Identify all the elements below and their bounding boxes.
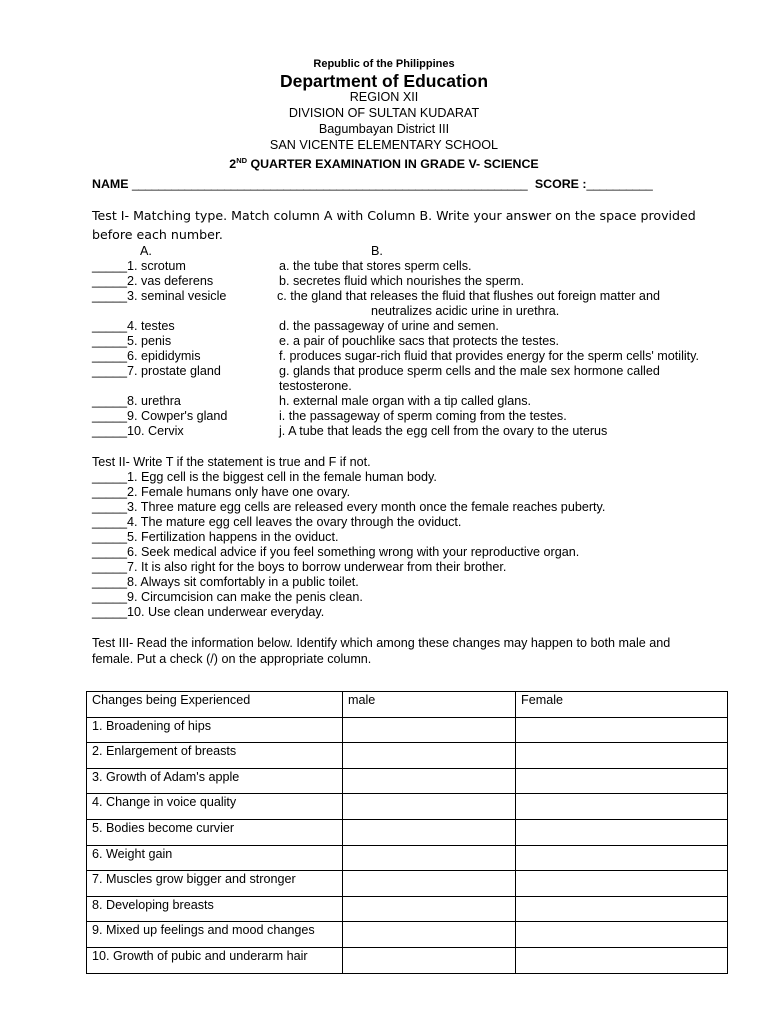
male-check-cell[interactable] xyxy=(343,743,516,769)
name-score-line xyxy=(92,177,652,191)
division-line: DIVISION OF SULTAN KUDARAT xyxy=(288,106,480,120)
score-label: SCORE : xyxy=(534,177,587,191)
change-cell xyxy=(87,845,343,871)
change-cell xyxy=(87,768,343,794)
republic-line: Republic of the Philippines xyxy=(313,58,455,70)
match-item-b-continued: testosterone. xyxy=(279,379,352,393)
match-item-a[interactable]: _____1. scrotum xyxy=(92,259,186,273)
match-item-a[interactable]: _____8. urethra xyxy=(92,394,181,408)
true-false-item[interactable]: _____3. Three mature egg cells are released every month once the female reaches puberty. xyxy=(92,500,606,514)
exam-title-number: 2 xyxy=(229,157,237,172)
match-item-a[interactable]: _____7. prostate gland xyxy=(92,364,221,378)
match-item-b: f. produces sugar-rich fluid that provides energy for the sperm cells' motility. xyxy=(279,349,700,363)
female-check-cell[interactable] xyxy=(516,871,728,897)
test3-instruction-line1: Test III- Read the information below. Identify which among these changes may happen to both male and xyxy=(92,636,671,650)
male-check-cell[interactable] xyxy=(343,947,516,973)
male-check-cell[interactable] xyxy=(343,768,516,794)
exam-title-superscript: ND xyxy=(236,156,248,165)
match-item-b: g. glands that produce sperm cells and the male sex hormone called xyxy=(279,364,660,378)
change-label: 1. Broadening of hips xyxy=(92,718,212,733)
table-row xyxy=(87,845,728,871)
female-check-cell[interactable] xyxy=(516,768,728,794)
match-item-a[interactable]: _____2. vas deferens xyxy=(92,274,214,288)
table-row xyxy=(87,871,728,897)
header-male xyxy=(343,692,516,718)
female-check-cell[interactable] xyxy=(516,845,728,871)
match-item-b: i. the passageway of sperm coming from the testes. xyxy=(279,409,567,423)
male-check-cell[interactable] xyxy=(343,922,516,948)
score-blank[interactable]: __________ xyxy=(586,177,653,191)
change-label: 5. Bodies become curvier xyxy=(92,820,235,835)
change-label: 3. Growth of Adam's apple xyxy=(92,769,240,784)
table-row xyxy=(87,768,728,794)
match-item-b: e. a pair of pouchlike sacs that protects the testes. xyxy=(279,334,560,348)
table-header-row xyxy=(87,692,728,718)
change-label: 9. Mixed up feelings and mood changes xyxy=(92,923,315,938)
true-false-item[interactable]: _____9. Circumcision can make the penis clean. xyxy=(92,590,363,604)
exam-title-rest: QUARTER EXAMINATION IN GRADE V- SCIENCE xyxy=(247,157,539,172)
change-cell xyxy=(87,871,343,897)
table-row xyxy=(87,743,728,769)
change-label: 4. Change in voice quality xyxy=(92,795,237,810)
true-false-item[interactable]: _____10. Use clean underwear everyday. xyxy=(92,605,325,619)
column-b-header: B. xyxy=(371,244,383,258)
test2-instruction: Test II- Write T if the statement is true and F if not. xyxy=(92,455,371,469)
match-item-b: a. the tube that stores sperm cells. xyxy=(279,259,472,273)
female-check-cell[interactable] xyxy=(516,947,728,973)
change-label: 8. Developing breasts xyxy=(92,897,214,912)
male-check-cell[interactable] xyxy=(343,896,516,922)
region-line: REGION XII xyxy=(349,90,419,104)
true-false-item[interactable]: _____8. Always sit comfortably in a public toilet. xyxy=(92,575,359,589)
change-label: 2. Enlargement of breasts xyxy=(92,744,237,759)
change-label: 10. Growth of pubic and underarm hair xyxy=(92,948,308,963)
header-changes-label: Changes being Experienced xyxy=(92,693,251,707)
male-check-cell[interactable] xyxy=(343,871,516,897)
header-female xyxy=(516,692,728,718)
female-check-cell[interactable] xyxy=(516,922,728,948)
male-check-cell[interactable] xyxy=(343,819,516,845)
change-cell xyxy=(87,794,343,820)
name-label: NAME xyxy=(92,177,129,191)
match-item-a[interactable]: _____6. epididymis xyxy=(92,349,201,363)
male-check-cell[interactable] xyxy=(343,794,516,820)
table-row xyxy=(87,947,728,973)
change-label: 6. Weight gain xyxy=(92,846,173,861)
true-false-item[interactable]: _____4. The mature egg cell leaves the ovary through the oviduct. xyxy=(92,515,462,529)
change-cell xyxy=(87,896,343,922)
table-row xyxy=(87,922,728,948)
table-row xyxy=(87,896,728,922)
match-item-b: b. secretes fluid which nourishes the sperm. xyxy=(279,274,524,288)
match-item-b: c. the gland that releases the fluid that flushes out foreign matter and xyxy=(277,289,660,303)
match-item-a[interactable]: _____10. Cervix xyxy=(92,424,184,438)
name-blank[interactable]: ____________________________________________________________ xyxy=(131,177,528,191)
true-false-item[interactable]: _____2. Female humans only have one ovary. xyxy=(92,485,351,499)
table-row xyxy=(87,819,728,845)
change-cell xyxy=(87,947,343,973)
match-item-b-continued: neutralizes acidic urine in urethra. xyxy=(371,304,560,318)
female-check-cell[interactable] xyxy=(516,794,728,820)
column-a-header: A. xyxy=(140,244,152,258)
test1-instruction-line1: Test I- Matching type. Match column A with Column B. Write your answer on the space provided xyxy=(92,208,696,223)
table-row xyxy=(87,794,728,820)
change-cell xyxy=(87,819,343,845)
match-item-a[interactable]: _____4. testes xyxy=(92,319,175,333)
female-check-cell[interactable] xyxy=(516,717,728,743)
male-check-cell[interactable] xyxy=(343,845,516,871)
school-line: SAN VICENTE ELEMENTARY SCHOOL xyxy=(269,138,499,152)
match-item-b: h. external male organ with a tip called glans. xyxy=(279,394,532,408)
exam-title xyxy=(0,156,768,171)
match-item-b: d. the passageway of urine and semen. xyxy=(279,319,499,333)
male-check-cell[interactable] xyxy=(343,717,516,743)
header-male-label: male xyxy=(348,693,376,707)
match-item-b: j. A tube that leads the egg cell from the ovary to the uterus xyxy=(279,424,608,438)
match-item-a[interactable]: _____9. Cowper's gland xyxy=(92,409,228,423)
change-cell xyxy=(87,743,343,769)
header-female-label: Female xyxy=(521,693,563,707)
true-false-item[interactable]: _____6. Seek medical advice if you feel something wrong with your reproductive organ. xyxy=(92,545,580,559)
district-line: Bagumbayan District III xyxy=(318,122,450,136)
true-false-item[interactable]: _____5. Fertilization happens in the oviduct. xyxy=(92,530,339,544)
change-cell xyxy=(87,717,343,743)
department-title: Department of Education xyxy=(279,71,489,91)
true-false-item[interactable]: _____1. Egg cell is the biggest cell in the female human body. xyxy=(92,470,437,484)
header-changes xyxy=(87,692,343,718)
changes-table xyxy=(86,691,728,974)
match-item-a[interactable]: _____5. penis xyxy=(92,334,172,348)
change-label: 7. Muscles grow bigger and stronger xyxy=(92,872,296,887)
match-item-a[interactable]: _____3. seminal vesicle xyxy=(92,289,227,303)
test3-instruction-line2: female. Put a check (/) on the appropriate column. xyxy=(92,652,372,666)
female-check-cell[interactable] xyxy=(516,896,728,922)
female-check-cell[interactable] xyxy=(516,743,728,769)
true-false-item[interactable]: _____7. It is also right for the boys to borrow underwear from their brother. xyxy=(92,560,507,574)
test1-instruction-line2: before each number. xyxy=(92,227,223,242)
female-check-cell[interactable] xyxy=(516,819,728,845)
table-row xyxy=(87,717,728,743)
change-cell xyxy=(87,922,343,948)
